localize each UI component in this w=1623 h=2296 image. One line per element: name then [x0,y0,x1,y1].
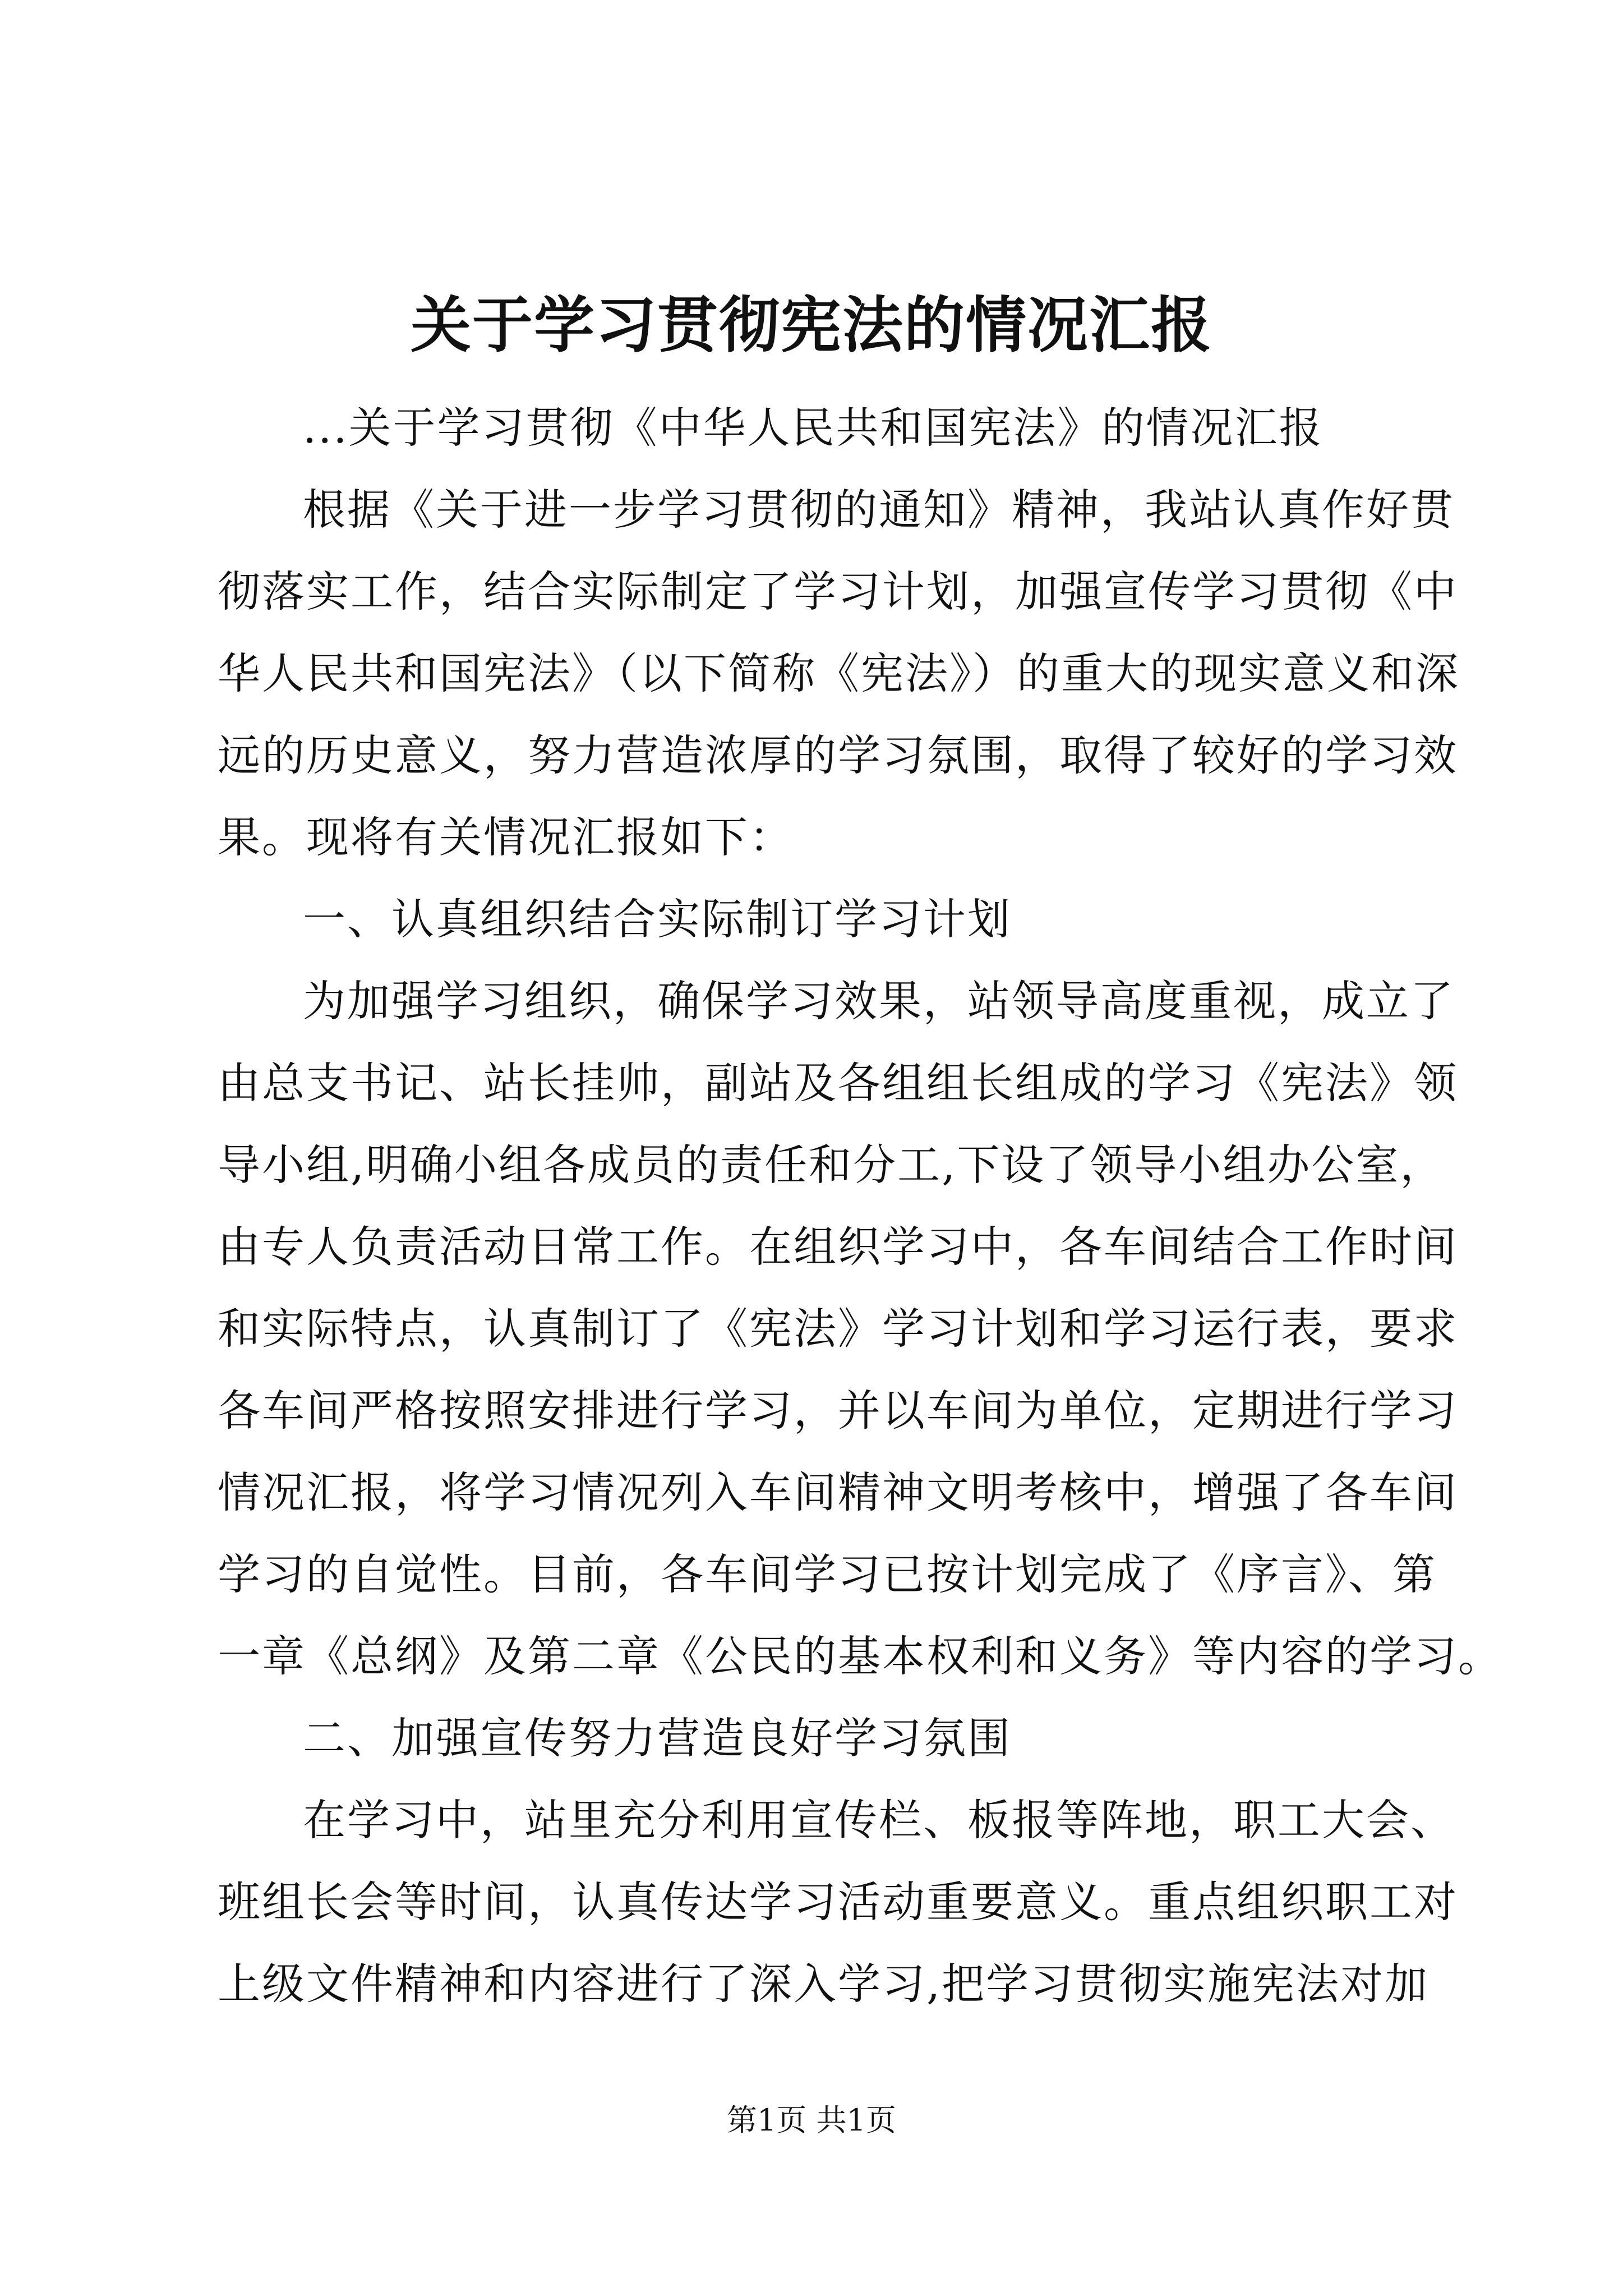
section-heading: 二、加强宣传努力营造良好学习氛围 [303,1713,1012,1763]
document-title: 关于学习贯彻宪法的情况汇报 [410,290,1212,361]
paragraph-line: 上级文件精神和内容进行了深入学习,把学习贯彻实施宪法对加 [218,1959,1430,2009]
paragraph-line: 果。现将有关情况汇报如下： [218,812,794,862]
subtitle-line: ...关于学习贯彻《中华人民共和国宪法》的情况汇报 [303,403,1324,453]
paragraph-line: 由总支书记、站长挂帅，副站及各组组长组成的学习《宪法》领 [218,1058,1458,1108]
paragraph-line: 彻落实工作，结合实际制定了学习计划，加强宣传学习贯彻《中 [218,567,1458,616]
paragraph-line: 班组长会等时间，认真传达学习活动重要意义。重点组织职工对 [218,1877,1458,1927]
paragraph-line: 远的历史意义，努力营造浓厚的学习氛围，取得了较好的学习效 [218,730,1458,780]
paragraph-line: 各车间严格按照安排进行学习，并以车间为单位，定期进行学习 [218,1386,1458,1435]
paragraph-line: 由专人负责活动日常工作。在组织学习中，各车间结合工作时间 [218,1222,1458,1272]
paragraph-line: 学习的自觉性。目前，各车间学习已按计划完成了《序言》、第 [218,1549,1437,1599]
paragraph-line: 在学习中，站里充分利用宣传栏、板报等阵地，职工大会、 [303,1795,1455,1845]
paragraph-line: 为加强学习组织，确保学习效果，站领导高度重视，成立了 [303,976,1455,1026]
section-heading: 一、认真组织结合实际制订学习计划 [303,894,1012,944]
page-footer: 第1页 共1页 [727,2102,896,2138]
paragraph-line: 情况汇报，将学习情况列入车间精神文明考核中，增强了各车间 [218,1467,1458,1517]
paragraph-line: 一章《总纲》及第二章《公民的基本权利和义务》等内容的学习。 [218,1631,1502,1681]
paragraph-line: 华人民共和国宪法》（以下简称《宪法》）的重大的现实意义和深 [218,648,1460,698]
paragraph-line: 导小组,明确小组各成员的责任和分工,下设了领导小组办公室， [218,1140,1445,1190]
paragraph-line: 根据《关于进一步学习贯彻的通知》精神，我站认真作好贯 [303,485,1455,535]
document-body [218,387,1502,2025]
paragraph-line: 和实际特点，认真制订了《宪法》学习计划和学习运行表，要求 [218,1304,1458,1354]
